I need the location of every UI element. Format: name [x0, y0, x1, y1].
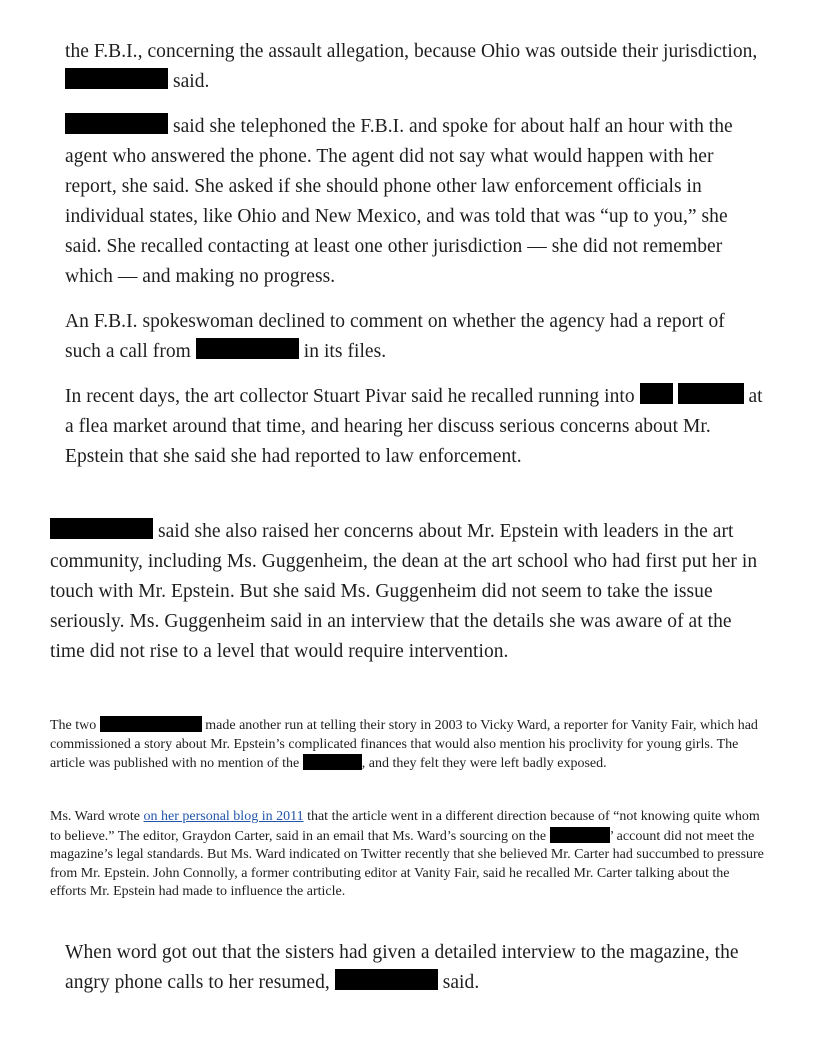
redacted-name [550, 827, 610, 843]
redacted-name [65, 113, 168, 134]
paragraph-fbi-spokeswoman: An F.B.I. spokeswoman declined to comment on whether the agency had a report of such a call from in its files. [65, 311, 725, 362]
paragraph-vanity-fair: The two made another run at telling their story in 2003 to Vicky Ward, a reporter for Vanity Fair, which had commissioned a story about Mr. Epstein’s complicated finances that would also mention his proclivity for young girls. The article was published with no mention of the , and they felt they were left badly exposed. [50, 718, 758, 772]
paragraph-ms-ward: Ms. Ward wrote on her personal blog in 2011 that the article went in a different direction because of “not knowing quite whom to believe.” The editor, Graydon Carter, said in an email that Ms. Ward’s sourcing on the ’ account did not meet the magazine’s legal standards. But Ms. Ward indicated on Twitter recently that she believed Mr. Carter had succumbed to pressure from Mr. Epstein. John Connolly, a former contributing editor at Vanity Fair, said he recalled Mr. Carter talking about the efforts Mr. Epstein had made to influence the article. [50, 809, 764, 900]
paragraph-stuart-pivar: In recent days, the art collector Stuart Pivar said he recalled running into at a flea market around that time, and hearing her discuss serious concerns about Mr. Epstein that she said she had reported to law enforcement. [65, 382, 765, 472]
personal-blog-link[interactable]: on her personal blog in 2011 [143, 809, 304, 824]
redacted-name [65, 68, 168, 89]
paragraph-art-community: said she also raised her concerns about Mr. Epstein with leaders in the art community, including Ms. Guggenheim, the dean at the art school who had first put her in touch with Mr. Epstein. But she said Ms. Guggenheim did not seem to take the issue seriously. Ms. Guggenheim said in an interview that the details she was aware of at the time did not rise to a level that would require intervention. [50, 517, 770, 667]
redacted-name [640, 383, 673, 404]
redacted-name [678, 383, 744, 404]
redacted-name [335, 969, 438, 990]
paragraph-fbi-jurisdiction: the F.B.I., concerning the assault allegation, because Ohio was outside their jurisdiction, said. [65, 41, 758, 92]
redacted-name [100, 716, 202, 732]
redacted-name [196, 338, 299, 359]
paragraph-fbi-call: said she telephoned the F.B.I. and spoke for about half an hour with the agent who answered the phone. The agent did not say what would happen with her report, she said. She asked if she should phone other law enforcement officials in individual states, like Ohio and New Mexico, and was told that was “up to you,” she said. She recalled contacting at least one other jurisdiction — she did not remember which — and making no progress. [65, 112, 765, 292]
paragraph-angry-calls: When word got out that the sisters had given a detailed interview to the magazine, the angry phone calls to her resumed, said. [65, 942, 739, 993]
redacted-name [50, 518, 153, 539]
redacted-name [303, 754, 362, 770]
